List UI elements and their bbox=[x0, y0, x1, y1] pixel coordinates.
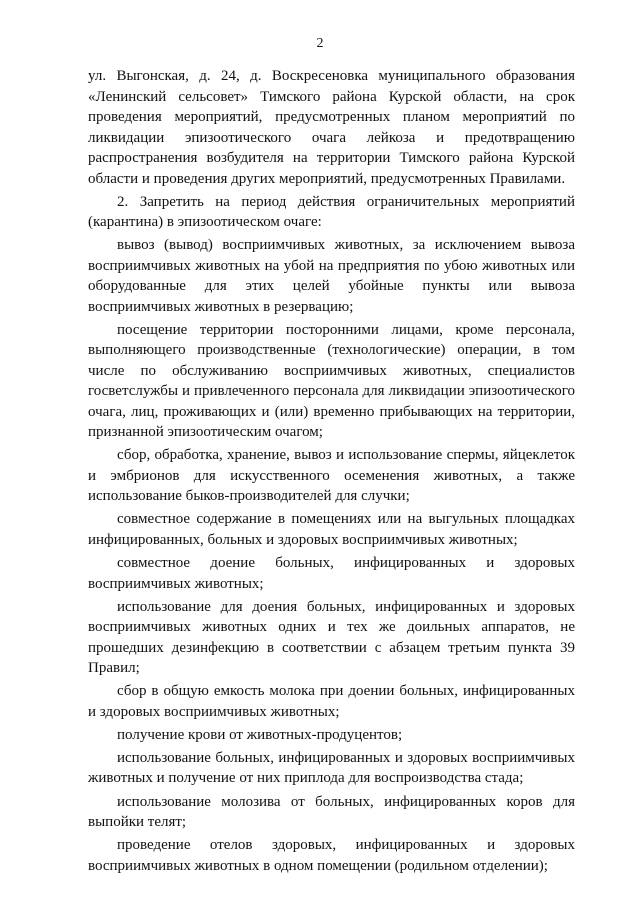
paragraph-prohibition: сбор в общую емкость молока при доении больных, инфицированных и здоровых восприимчивых животных; bbox=[88, 683, 575, 720]
paragraph-prohibition: сбор, обработка, хранение, вывоз и использование спермы, яйцеклеток и эмбрионов для искусственного осеменения животных, а также использование быков-производителей для случки; bbox=[88, 447, 575, 505]
paragraph-prohibition: проведение отелов здоровых, инфицированных и здоровых восприимчивых животных в одном помещении (родильном отделении); bbox=[88, 837, 575, 874]
paragraph-prohibition: использование для доения больных, инфицированных и здоровых восприимчивых животных одних и тех же доильных аппаратов, не прошедших дезинфекцию в соответствии с абзацем третьим пункта 39 Правил; bbox=[88, 598, 575, 677]
paragraph-prohibition: использование больных, инфицированных и здоровых восприимчивых животных и получение от них приплода для воспроизводства стада; bbox=[88, 749, 575, 787]
document-body bbox=[88, 66, 575, 876]
paragraph-item-2: 2. Запретить на период действия ограничительных мероприятий (карантина) в эпизоотическом очаге: bbox=[88, 193, 575, 231]
paragraph-prohibition: получение крови от животных-продуцентов; bbox=[117, 726, 403, 743]
paragraph-prohibition: вывоз (вывод) восприимчивых животных, за исключением вывоза восприимчивых животных на убой на предприятия по убою животных или оборудованные для этих целей убойные пункты или вывоза восприимчивых животных в резервацию; bbox=[88, 237, 575, 315]
paragraph-prohibition: посещение территории посторонними лицами, кроме персонала, выполняющего производственные (технологические) операции, в том числе по обслуживанию восприимчивых животных, специалистов госветслужбы и привлеченного персонала для ликвидации эпизоотического очага, лиц, проживающих и (или) временно прибывающих на территории, признанной эпизоотическим очагом; bbox=[88, 321, 575, 441]
paragraph-continuation: ул. Выгонская, д. 24, д. Воскресеновка муниципального образования «Ленинский сельсовет» Тимского района Курской области, на срок проведения мероприятий, предусмотренных планом мероприятий по ликвидации эпизоотического очага лейкоза и предотвращению распространения возбудителя на территории Тимского района Курской области и проведения других мероприятий, предусмотренных Правилами. bbox=[88, 68, 575, 187]
paragraph-prohibition: совместное доение больных, инфицированных и здоровых восприимчивых животных; bbox=[88, 555, 575, 592]
paragraph-prohibition: использование молозива от больных, инфицированных коров для выпойки телят; bbox=[88, 793, 575, 831]
paragraph-prohibition: совместное содержание в помещениях или на выгульных площадках инфицированных, больных и здоровых восприимчивых животных; bbox=[88, 511, 575, 548]
page-number: 2 bbox=[316, 36, 324, 51]
